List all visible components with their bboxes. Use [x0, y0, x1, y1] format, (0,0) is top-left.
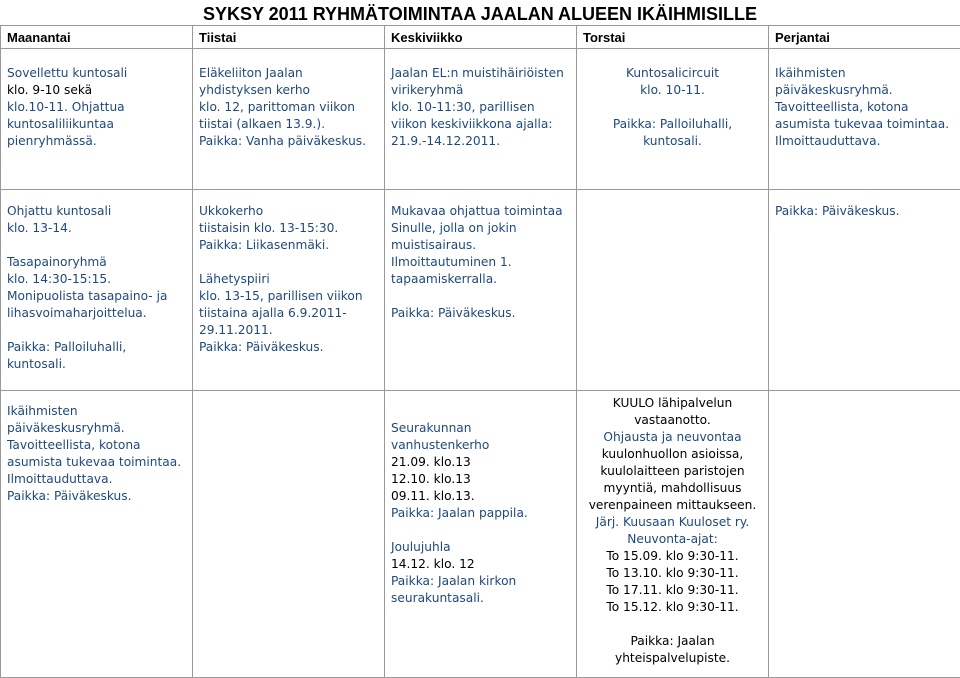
- day-header-wednesday: Keskiviikko: [385, 26, 577, 49]
- line: yhteispalvelupiste.: [583, 650, 762, 667]
- line: Paikka: Jaalan pappila.: [391, 505, 570, 522]
- line: muistisairaus.: [391, 237, 570, 254]
- line: verenpaineen mittaukseen.: [583, 497, 762, 514]
- line: 21.09. klo.13: [391, 454, 570, 471]
- line: Lähetyspiiri: [199, 271, 378, 288]
- line: tapaamiskerralla.: [391, 271, 570, 288]
- page-title: SYKSY 2011 RYHMÄTOIMINTAA JAALAN ALUEEN IKÄIHMISILLE: [0, 4, 960, 25]
- line: klo. 13-15, parillisen viikon: [199, 288, 378, 305]
- schedule-table: [0, 25, 960, 678]
- schedule-row: [1, 391, 960, 678]
- line: Paikka: Jaalan: [583, 633, 762, 650]
- line: klo. 14:30-15:15.: [7, 271, 186, 288]
- line: 12.10. klo.13: [391, 471, 570, 488]
- line: Ilmoittauduttava.: [7, 471, 186, 488]
- cell-wednesday-1: [385, 49, 577, 190]
- line: Ilmoittautuminen 1.: [391, 254, 570, 271]
- line: virikeryhmä: [391, 82, 570, 99]
- day-header-friday: Perjantai: [769, 26, 960, 49]
- line: Paikka: Päiväkeskus.: [199, 339, 378, 356]
- line: Ohjausta ja neuvontaa: [583, 429, 762, 446]
- line: pienryhmässä.: [7, 133, 186, 150]
- line: Mukavaa ohjattua toimintaa: [391, 203, 570, 220]
- line: KUULO lähipalvelun: [583, 395, 762, 412]
- line: klo.10-11. Ohjattua: [7, 99, 186, 116]
- day-header-thursday: Torstai: [577, 26, 769, 49]
- line: kuulonhuollon asioissa,: [583, 446, 762, 463]
- cell-monday-2: [1, 190, 193, 391]
- schedule-row: [1, 190, 960, 391]
- line: kuntosaliliikuntaa: [7, 116, 186, 133]
- line: Sinulle, jolla on jokin: [391, 220, 570, 237]
- spacer: [7, 237, 186, 254]
- line: kuulolaitteen paristojen: [583, 463, 762, 480]
- line: tiistaisin klo. 13-15:30.: [199, 220, 378, 237]
- line: Ikäihmisten: [7, 403, 186, 420]
- cell-monday-3: [1, 391, 193, 678]
- cell-wednesday-2: [385, 190, 577, 391]
- day-header-monday: Maanantai: [1, 26, 193, 49]
- line: Monipuolista tasapaino- ja: [7, 288, 186, 305]
- line: To 15.09. klo 9:30-11.: [583, 548, 762, 565]
- cell-thursday-3: [577, 391, 769, 678]
- line: vastaanotto.: [583, 412, 762, 429]
- line: To 17.11. klo 9:30-11.: [583, 582, 762, 599]
- cell-wednesday-3: [385, 391, 577, 678]
- line: klo. 10-11.: [583, 82, 762, 99]
- line: Ilmoittauduttava.: [775, 133, 954, 150]
- spacer: [583, 99, 762, 116]
- line: klo. 9-10 sekä: [7, 82, 186, 99]
- spacer: [391, 288, 570, 305]
- line: Tavoitteellista, kotona: [775, 99, 954, 116]
- line: viikon keskiviikkona ajalla:: [391, 116, 570, 133]
- line: Paikka: Palloiluhalli,: [7, 339, 186, 356]
- line: Kuntosalicircuit: [583, 65, 762, 82]
- line: päiväkeskusryhmä.: [775, 82, 954, 99]
- day-header-tuesday: Tiistai: [193, 26, 385, 49]
- cell-friday-3: [769, 391, 960, 678]
- line: asumista tukevaa toimintaa.: [775, 116, 954, 133]
- line: Joulujuhla: [391, 539, 570, 556]
- line: Paikka: Palloiluhalli,: [583, 116, 762, 133]
- line: Sovellettu kuntosali: [7, 65, 186, 82]
- cell-thursday-1: [577, 49, 769, 190]
- line: Ikäihmisten: [775, 65, 954, 82]
- line: 14.12. klo. 12: [391, 556, 570, 573]
- line: Neuvonta-ajat:: [583, 531, 762, 548]
- spacer: [583, 616, 762, 633]
- spacer: [391, 403, 570, 420]
- spacer: [7, 322, 186, 339]
- line: Paikka: Päiväkeskus.: [391, 305, 570, 322]
- line: yhdistyksen kerho: [199, 82, 378, 99]
- line: 29.11.2011.: [199, 322, 378, 339]
- line: klo. 13-14.: [7, 220, 186, 237]
- line: kuntosali.: [7, 356, 186, 373]
- line: Paikka: Jaalan kirkon: [391, 573, 570, 590]
- line: To 13.10. klo 9:30-11.: [583, 565, 762, 582]
- line: To 15.12. klo 9:30-11.: [583, 599, 762, 616]
- line: Tavoitteellista, kotona: [7, 437, 186, 454]
- line: Paikka: Päiväkeskus.: [7, 488, 186, 505]
- line: Ohjattu kuntosali: [7, 203, 186, 220]
- line: Järj. Kuusaan Kuuloset ry.: [583, 514, 762, 531]
- line: päiväkeskusryhmä.: [7, 420, 186, 437]
- line: Paikka: Päiväkeskus.: [775, 203, 954, 220]
- line: vanhustenkerho: [391, 437, 570, 454]
- cell-thursday-2: [577, 190, 769, 391]
- line: lihasvoimaharjoittelua.: [7, 305, 186, 322]
- line: klo. 12, parittoman viikon: [199, 99, 378, 116]
- line: Seurakunnan: [391, 420, 570, 437]
- line: 09.11. klo.13.: [391, 488, 570, 505]
- cell-tuesday-1: [193, 49, 385, 190]
- line: kuntosali.: [583, 133, 762, 150]
- line: Paikka: Vanha päiväkeskus.: [199, 133, 378, 150]
- line: Eläkeliiton Jaalan: [199, 65, 378, 82]
- line: tiistaina ajalla 6.9.2011-: [199, 305, 378, 322]
- line: Ukkokerho: [199, 203, 378, 220]
- line: tiistai (alkaen 13.9.).: [199, 116, 378, 133]
- line: asumista tukevaa toimintaa.: [7, 454, 186, 471]
- line: myyntiä, mahdollisuus: [583, 480, 762, 497]
- line: Paikka: Liikasenmäki.: [199, 237, 378, 254]
- cell-tuesday-3: [193, 391, 385, 678]
- spacer: [199, 254, 378, 271]
- line: klo. 10-11:30, parillisen: [391, 99, 570, 116]
- cell-monday-1: [1, 49, 193, 190]
- line: Tasapainoryhmä: [7, 254, 186, 271]
- header-row: [1, 26, 960, 49]
- line: 21.9.-14.12.2011.: [391, 133, 570, 150]
- cell-friday-1: [769, 49, 960, 190]
- line: seurakuntasali.: [391, 590, 570, 607]
- cell-friday-2: [769, 190, 960, 391]
- schedule-row: [1, 49, 960, 190]
- cell-tuesday-2: [193, 190, 385, 391]
- spacer: [391, 522, 570, 539]
- line: Jaalan EL:n muistihäiriöisten: [391, 65, 570, 82]
